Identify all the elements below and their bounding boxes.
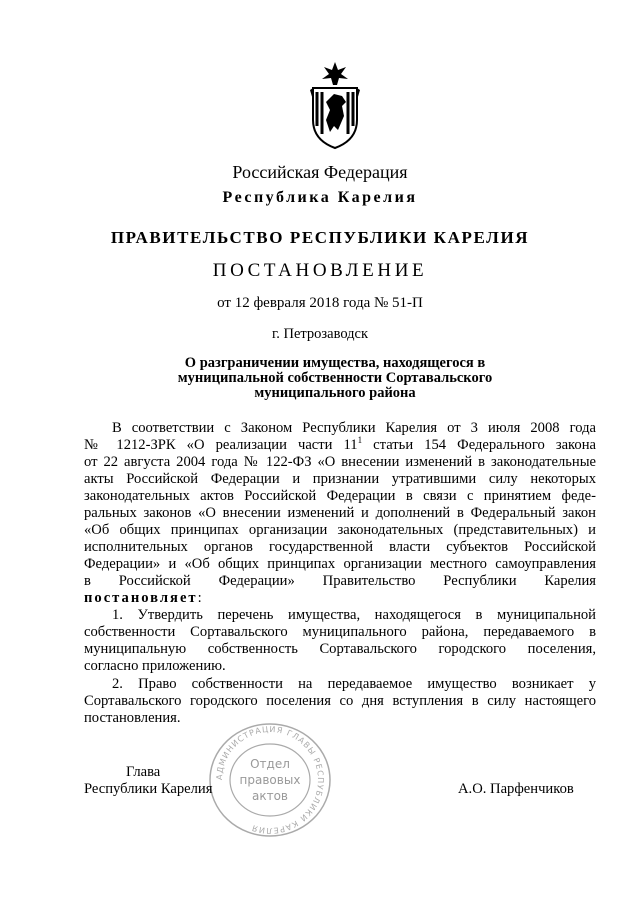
body-line: Федерации» и «Об общих принципах организации местного самоуправления [84, 556, 596, 572]
body-line: 2. Право собственности на передаваемое имущество возникает у [112, 676, 596, 692]
body-line: ральных законов «О внесении изменений и дополнений в Федеральный закон [84, 505, 596, 521]
department-stamp [200, 722, 340, 842]
signatory-position: Республики Карелия [84, 781, 213, 797]
stamp-line: актов [251, 789, 289, 803]
republic-heading: Республика Карелия [222, 189, 418, 206]
resolves-line: постановляет: [84, 590, 202, 606]
body-line: 1. Утвердить перечень имущества, находящегося в муниципальной [112, 607, 596, 623]
title-line: муниципального района [254, 385, 416, 401]
coat-of-arms-emblem [304, 60, 366, 150]
title-line: муниципальной собственности Сортавальского [177, 370, 493, 386]
body-line: Сортавальского городского поселения со дня вступления в силу настоящего [84, 693, 596, 709]
signatory-name: А.О. Парфенчиков [458, 781, 574, 797]
body-line: законодательных актов Российской Федерации в связи с принятием феде- [84, 488, 596, 504]
stamp-line: Отдел [250, 757, 290, 771]
resolves-word: постановляет [84, 590, 198, 606]
body-line: акты Российской Федерации и признании утратившими силу некоторых [84, 471, 596, 487]
body-line: постановления. [84, 710, 181, 726]
body-line: В соответствии с Законом Республики Карелия от 3 июля 2008 года [112, 420, 596, 436]
body-line: согласно приложению. [84, 658, 226, 674]
country-heading: Российская Федерация [232, 162, 408, 182]
emblem-star [322, 62, 348, 85]
document-title [120, 356, 550, 401]
body-line: муниципальную собственность Сортавальского городского поселения, [84, 641, 596, 657]
body-line: собственности Сортавальского муниципального района, передаваемого в [84, 624, 596, 640]
superscript: 1 [357, 435, 363, 445]
authority-heading: ПРАВИТЕЛЬСТВО РЕСПУБЛИКИ КАРЕЛИЯ [110, 228, 530, 247]
document-date: от 12 февраля 2018 года № 51-П [217, 295, 423, 311]
document-type: ПОСТАНОВЛЕНИЕ [212, 260, 428, 281]
body-line: № 1212-ЗРК «О реализации части $11^1$ статьи 154 Федерального закона [84, 435, 596, 453]
signatory-position: Глава [126, 764, 161, 780]
body-line: в Российской Федерации» Правительство Республики Карелия [84, 573, 596, 589]
stamp-line: правовых [239, 773, 301, 787]
document-city: г. Петрозаводск [271, 326, 369, 342]
title-line: О разграничении имущества, находящегося в [184, 355, 486, 371]
body-line: «Об общих принципах организации законодательных (представительных) и [84, 522, 596, 538]
body-line: исполнительных органов государственной власти субъектов Российской [84, 539, 596, 555]
svg-text:АДМИНИСТРАЦИЯ ГЛАВЫ РЕСПУБЛИКИ: АДМИНИСТРАЦИЯ ГЛАВЫ РЕСПУБЛИКИ КАРЕЛИЯ [214, 724, 326, 836]
body-line: от 22 августа 2004 года № 122-ФЗ «О внесении изменений в законодательные [84, 454, 596, 470]
